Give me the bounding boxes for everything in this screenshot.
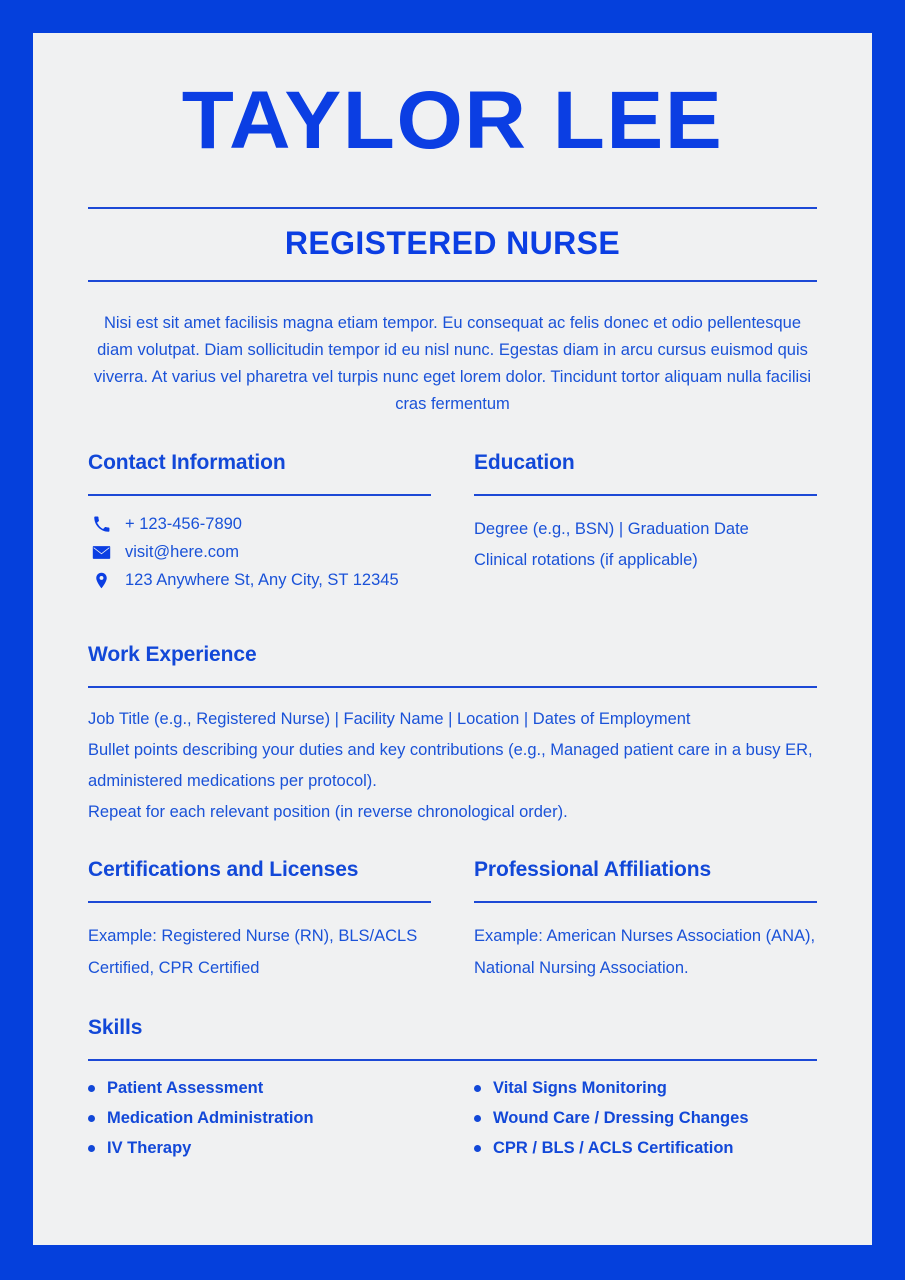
contact-email-value: visit@here.com bbox=[125, 543, 239, 562]
list-item bbox=[88, 1079, 431, 1098]
location-pin-icon bbox=[88, 571, 114, 590]
education-line: Clinical rotations (if applicable) bbox=[474, 550, 698, 569]
skill-label: Vital Signs Monitoring bbox=[493, 1078, 667, 1097]
contact-phone[interactable] bbox=[88, 515, 431, 534]
bullet-icon bbox=[474, 1085, 481, 1092]
work-experience-heading: Work Experience bbox=[88, 643, 257, 667]
bullet-icon bbox=[88, 1115, 95, 1122]
skills-column-left bbox=[88, 1079, 431, 1169]
skill-label: IV Therapy bbox=[107, 1138, 192, 1157]
bullet-icon bbox=[474, 1145, 481, 1152]
professional-summary: Nisi est sit amet facilisis magna etiam tempor. Eu consequat ac felis donec et odio pellentesque diam volutpat. Diam sollicitudin tempor id eu nisl nunc. Egestas diam in arcu cursus euismod quis viverra. At varius vel pharetra vel turpis nunc eget lorem dolor. Tincidunt tortor aliquam nulla facilisi cras fermentum bbox=[93, 314, 812, 413]
contact-list bbox=[88, 496, 431, 590]
work-experience-body bbox=[88, 688, 817, 828]
list-item bbox=[88, 1109, 431, 1128]
list-item bbox=[88, 1139, 431, 1158]
resume-page bbox=[33, 33, 872, 1245]
education-line: Degree (e.g., BSN) | Graduation Date bbox=[474, 520, 749, 539]
page-title: TAYLOR LEE bbox=[181, 75, 724, 166]
certifications-body: Example: Registered Nurse (RN), BLS/ACLS Certified, CPR Certified bbox=[88, 927, 418, 977]
work-experience-line: Job Title (e.g., Registered Nurse) | Facility Name | Location | Dates of Employment bbox=[88, 710, 691, 729]
certifications-heading: Certifications and Licenses bbox=[88, 858, 359, 882]
work-experience-section bbox=[88, 643, 817, 828]
affiliations-body: Example: American Nurses Association (ANA), National Nursing Association. bbox=[474, 927, 816, 977]
skills-heading: Skills bbox=[88, 1015, 143, 1039]
phone-icon bbox=[88, 516, 114, 533]
bullet-icon bbox=[474, 1115, 481, 1122]
education-heading: Education bbox=[474, 451, 575, 475]
skill-label: Medication Administration bbox=[107, 1108, 314, 1127]
contact-section bbox=[88, 451, 431, 599]
skill-label: Wound Care / Dressing Changes bbox=[493, 1108, 749, 1127]
certifications-section bbox=[88, 858, 431, 984]
education-section bbox=[474, 451, 817, 599]
contact-phone-value: + 123-456-7890 bbox=[125, 515, 242, 534]
work-experience-line: Repeat for each relevant position (in reverse chronological order). bbox=[88, 803, 568, 822]
contact-education-row bbox=[88, 451, 817, 599]
contact-email[interactable] bbox=[88, 543, 431, 562]
list-item bbox=[474, 1139, 817, 1158]
contact-address-value: 123 Anywhere St, Any City, ST 12345 bbox=[125, 571, 399, 590]
contact-address[interactable] bbox=[88, 571, 431, 590]
contact-heading: Contact Information bbox=[88, 451, 286, 475]
affiliations-section bbox=[474, 858, 817, 984]
envelope-icon bbox=[88, 543, 114, 562]
skill-label: CPR / BLS / ACLS Certification bbox=[493, 1138, 734, 1157]
skills-column-right bbox=[474, 1079, 817, 1169]
skills-section bbox=[88, 1016, 817, 1169]
work-experience-line: Bullet points describing your duties and key contributions (e.g., Managed patient care in a busy ER, administered medications per protocol). bbox=[88, 741, 813, 791]
job-title: REGISTERED NURSE bbox=[284, 225, 621, 262]
bullet-icon bbox=[88, 1085, 95, 1092]
list-item bbox=[474, 1109, 817, 1128]
resume-content bbox=[88, 33, 817, 1245]
certifications-affiliations-row bbox=[88, 858, 817, 984]
education-body bbox=[474, 496, 817, 575]
skills-grid bbox=[88, 1061, 817, 1169]
bullet-icon bbox=[88, 1145, 95, 1152]
list-item bbox=[474, 1079, 817, 1098]
affiliations-heading: Professional Affiliations bbox=[474, 858, 712, 882]
skill-label: Patient Assessment bbox=[107, 1078, 264, 1097]
